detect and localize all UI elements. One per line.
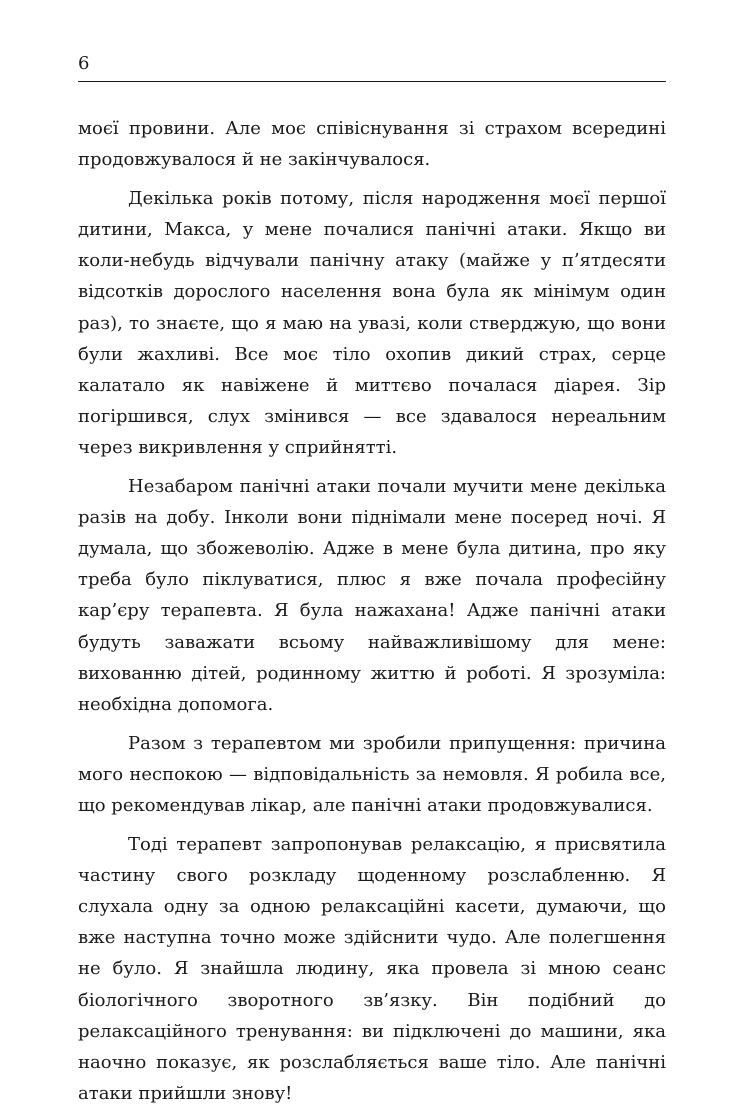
paragraph: Разом з терапевтом ми зробили припущення: причина мого неспокою — відповідальність за немовля. Я робила все, що рекомендував лікар, але панічні атаки продовжувалися. [78,732,666,816]
paragraph: Незабаром панічні атаки почали мучити мене декілька разів на добу. Інколи вони піднімали мене посеред ночі. Я думала, що збожеволію. Адже в мене була дитина, про яку треба було піклуватися, плюс я вже почала професійну кар’єру терапевта. Я була нажахана! Адже панічні атаки будуть заважати всьому найважливішому для мене: вихованню дітей, родинному життю й роботі. Я зрозуміла: необхідна допомога. [78,476,666,715]
paragraph-continued: моєї провини. Але моє співіснування зі страхом всередині продовжувалося й не закінчувалося. [78,118,666,171]
paragraph: Декілька років потому, після народження моєї першої дитини, Макса, у мене почалися панічні атаки. Якщо ви коли-небудь відчували панічну атаку (майже у п’ятдесяти відсотків дорослого населення вона була як мінімум один раз), то знаєте, що я маю на увазі, коли стверджую, що вони були жахливі. Все моє тіло охопив дикий страх, серце калатало як навіжене й миттєво почалася діарея. Зір погіршився, слух змінився — все здавалося нереальним через викривлення у сприйнятті. [78,188,666,458]
header-rule [78,81,666,82]
paragraph: Тоді терапевт запропонував релаксацію, я присвятила частину свого розкладу щоденному розслабленню. Я слухала одну за одною релаксаційні касети, думаючи, що вже наступна точно може здійснити чудо. Але полегшення не було. Я знайшла людину, яка провела зі мною сеанс біологічного зворотного зв’язку. Він подібний до релаксаційного тренування: ви підключені до машини, яка наочно показує, як розслабляється ваше тіло. Але панічні атаки прийшли знову! [78,834,666,1104]
body-text [78,113,666,1117]
page-number: 6 [78,53,90,74]
